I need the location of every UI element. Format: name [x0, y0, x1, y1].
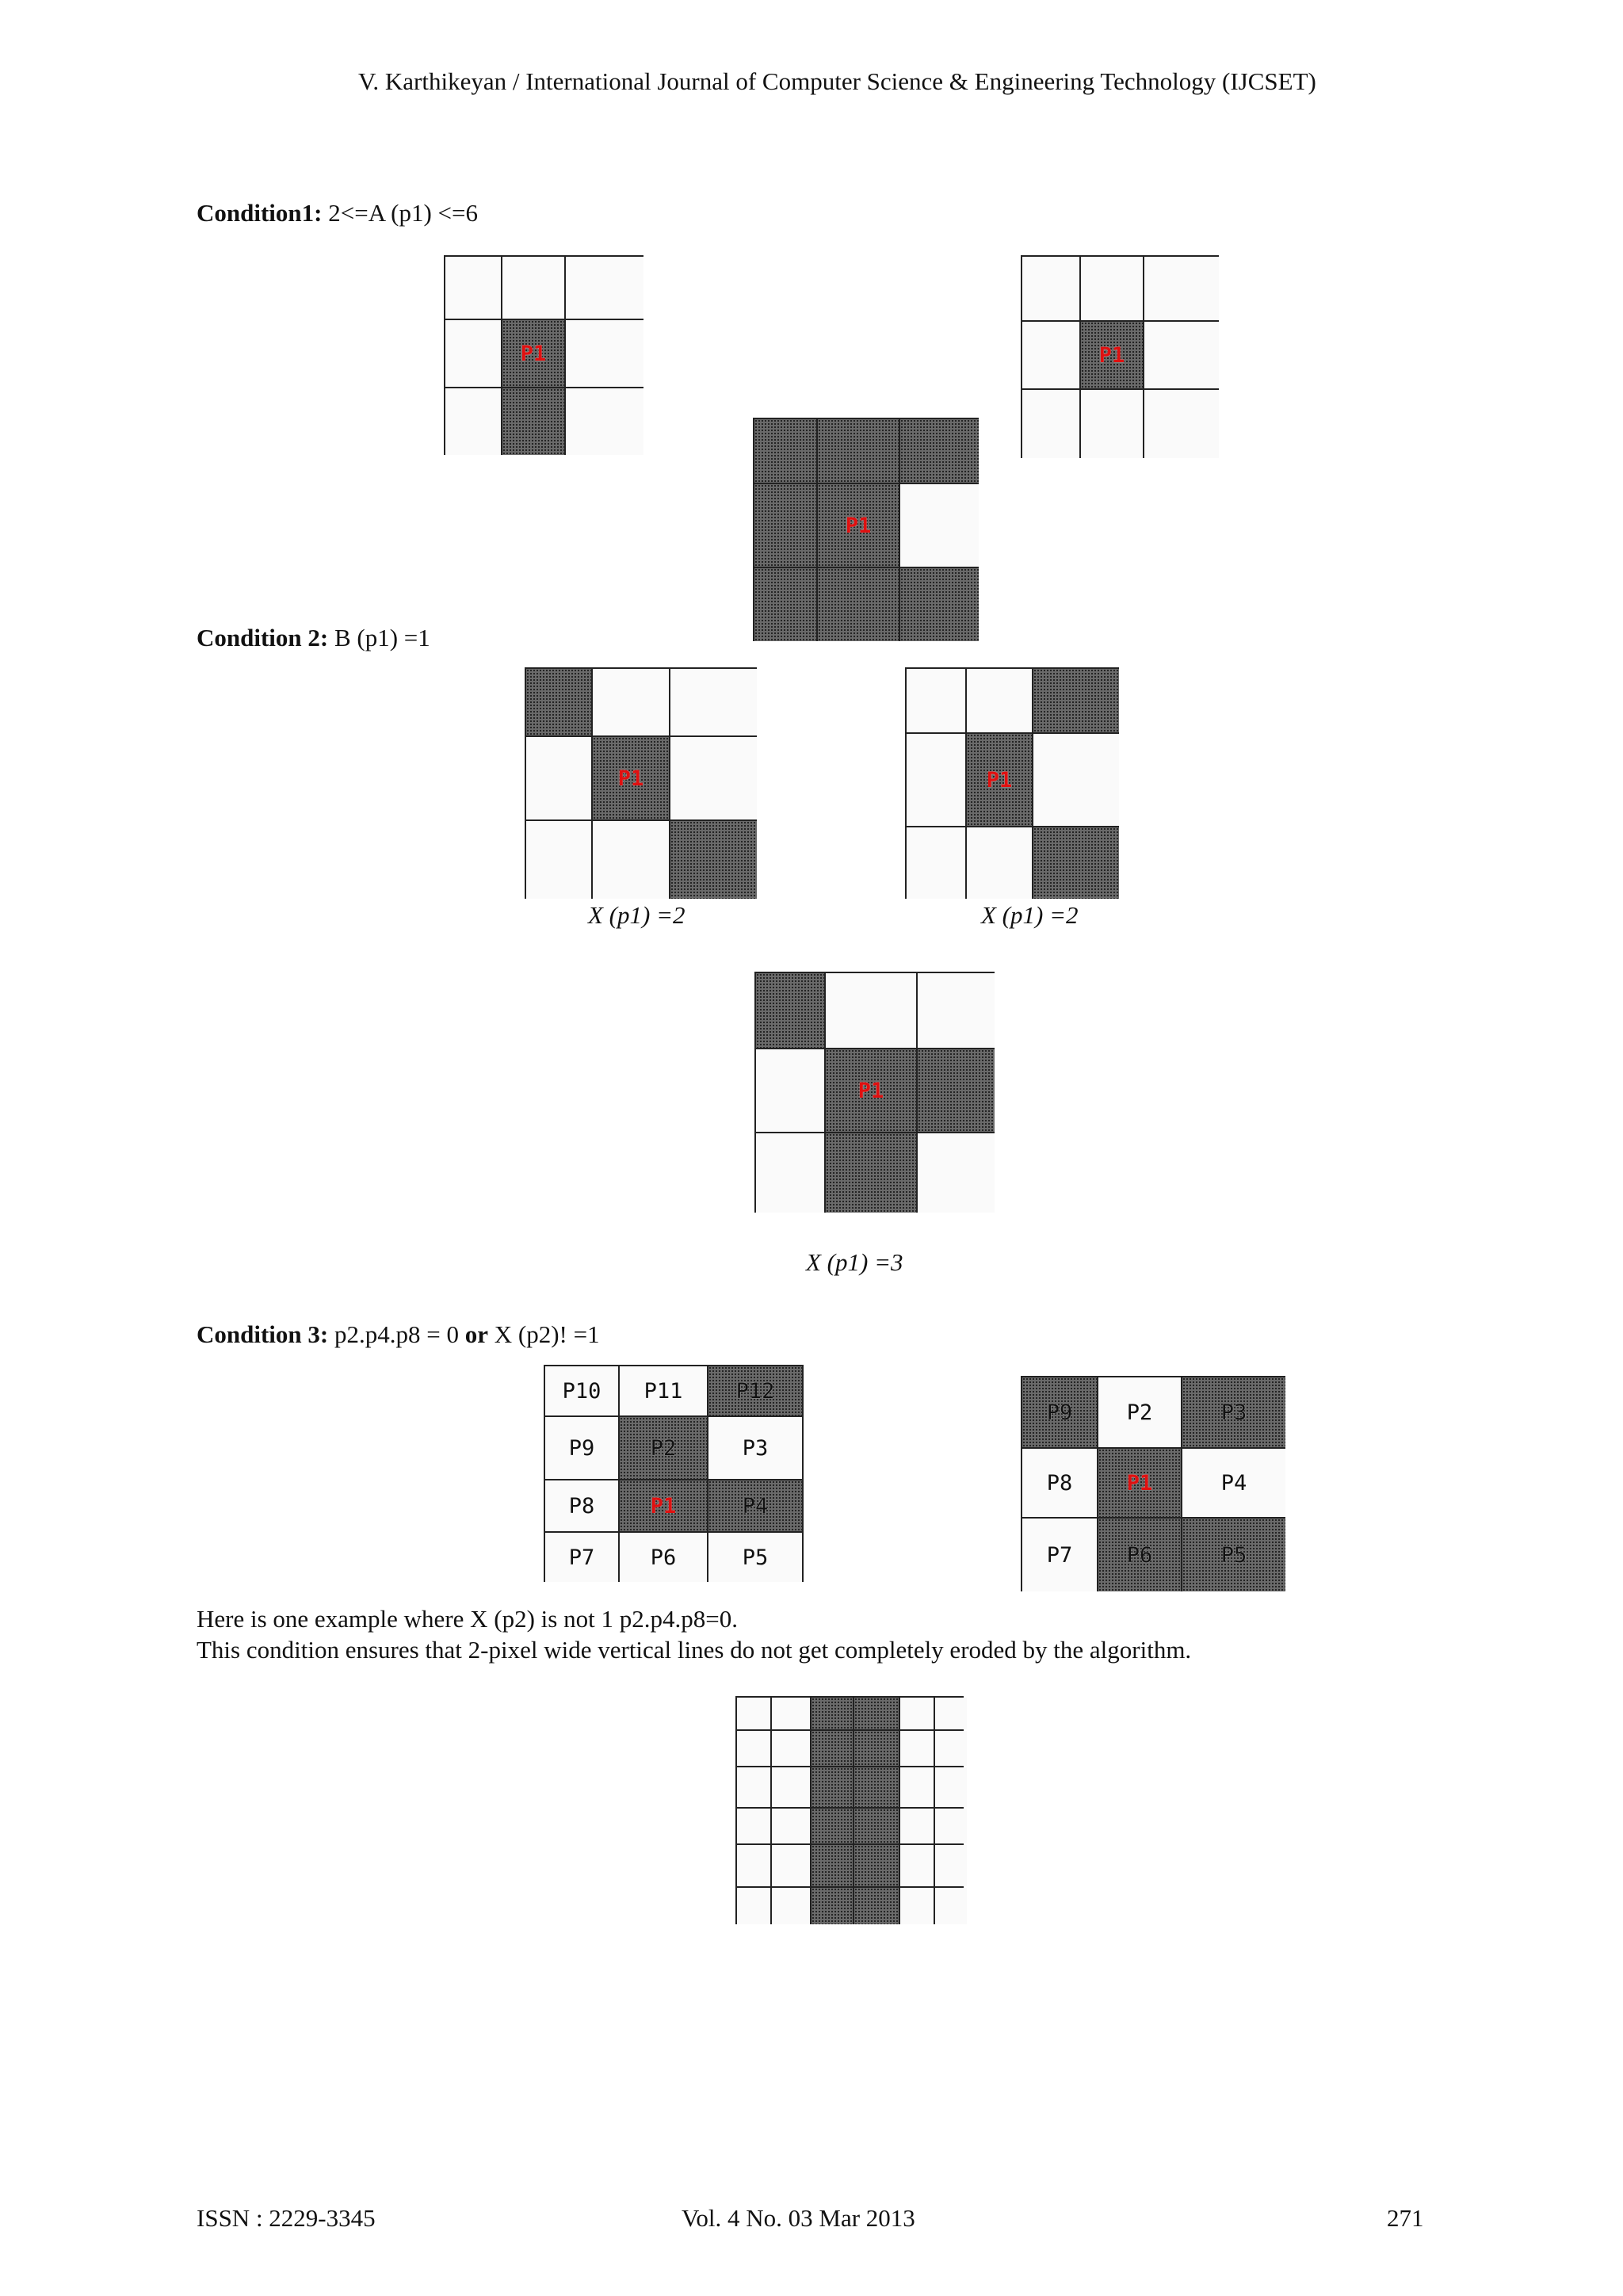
- pixel-cell-filled: [854, 1809, 899, 1843]
- pixel-label: P4: [1220, 1470, 1247, 1496]
- pixel-cell-filled: [812, 1888, 853, 1924]
- pixel-grid-c2-left: [525, 667, 757, 899]
- pixel-grid-c2-right: [905, 667, 1119, 899]
- pixel-label: P4: [742, 1493, 769, 1519]
- pixel-label: P1: [650, 1493, 677, 1519]
- pixel-cell-empty: [620, 1533, 707, 1582]
- pixel-cell-empty: [935, 1888, 967, 1924]
- caption-x3: X (p1) =3: [806, 1248, 903, 1276]
- pixel-cell-filled: [754, 568, 816, 641]
- pixel-cell-empty: [772, 1888, 810, 1924]
- pixel-label: P1: [617, 766, 644, 791]
- pixel-cell-empty: [445, 388, 501, 455]
- condition-3: [197, 1320, 600, 1350]
- pixel-cell-empty: [1022, 390, 1079, 458]
- pixel-cell-empty: [708, 1533, 802, 1582]
- pixel-cell-empty: [737, 1809, 770, 1843]
- pixel-cell-filled: [502, 320, 564, 387]
- example-line-2: This condition ensures that 2-pixel wide vertical lines do not get completely eroded by the algorithm.: [197, 1636, 1192, 1664]
- condition-3-text-a: p2.p4.p8 = 0: [334, 1320, 465, 1348]
- pixel-grid-c1-left: [444, 255, 643, 455]
- condition-2: [197, 623, 430, 653]
- vertical-line-grid: [735, 1696, 964, 1924]
- pixel-label: P10: [562, 1378, 601, 1404]
- pixel-cell-filled: [754, 484, 816, 567]
- pixel-cell-empty: [907, 734, 965, 826]
- pixel-label: P1: [520, 341, 547, 366]
- pixel-cell-empty: [545, 1533, 618, 1582]
- pixel-cell-empty: [918, 1133, 995, 1213]
- pixel-label: P7: [1046, 1542, 1073, 1568]
- pixel-cell-empty: [737, 1731, 770, 1766]
- pixel-cell-empty: [907, 827, 965, 899]
- pixel-label: P3: [1220, 1400, 1247, 1425]
- pixel-cell-empty: [935, 1809, 967, 1843]
- caption-x2-left: X (p1) =2: [588, 901, 685, 929]
- pixel-cell-empty: [900, 1767, 934, 1807]
- pixel-cell-empty: [526, 821, 591, 899]
- pixel-cell-empty: [1081, 257, 1143, 320]
- pixel-cell-empty: [772, 1731, 810, 1766]
- pixel-label: P5: [742, 1545, 769, 1570]
- pixel-label: P12: [735, 1378, 775, 1404]
- pixel-cell-empty: [935, 1767, 967, 1807]
- pixel-cell-filled: [826, 1049, 916, 1132]
- pixel-cell-empty: [526, 737, 591, 819]
- pixel-label: P3: [742, 1435, 769, 1461]
- pixel-cell-empty: [737, 1845, 770, 1886]
- footer-volume: Vol. 4 No. 03 Mar 2013: [682, 2204, 915, 2232]
- pixel-cell-empty: [545, 1366, 618, 1415]
- pixel-cell-empty: [907, 669, 965, 732]
- pixel-cell-empty: [772, 1767, 810, 1807]
- example-line-1: Here is one example where X (p2) is not 1 p2.p4.p8=0.: [197, 1605, 738, 1633]
- pixel-cell-filled: [900, 568, 979, 641]
- pixel-cell-empty: [756, 1049, 824, 1132]
- pixel-cell-empty: [772, 1845, 810, 1886]
- pixel-label: P6: [650, 1545, 677, 1570]
- pixel-cell-empty: [1144, 390, 1219, 458]
- condition-3-text-b: X (p2)! =1: [487, 1320, 600, 1348]
- pixel-cell-empty: [593, 821, 669, 899]
- pixel-cell-filled: [818, 419, 899, 483]
- pixel-cell-filled: [756, 973, 824, 1048]
- pixel-cell-filled: [812, 1767, 853, 1807]
- pixel-label: P9: [568, 1435, 595, 1461]
- pixel-grid-c1-center: [753, 418, 979, 641]
- pixel-grid-c1-right: [1021, 255, 1219, 458]
- footer-page-number: 271: [1387, 2204, 1424, 2232]
- pixel-cell-empty: [737, 1767, 770, 1807]
- pixel-label: P1: [857, 1078, 884, 1103]
- pixel-cell-filled: [1033, 827, 1119, 899]
- pixel-cell-filled: [670, 821, 757, 899]
- pixel-cell-filled: [818, 484, 899, 567]
- pixel-cell-filled: [1098, 1519, 1181, 1591]
- pixel-cell-filled: [1033, 669, 1119, 732]
- pixel-cell-empty: [935, 1698, 967, 1729]
- pixel-cell-filled: [1182, 1519, 1285, 1591]
- pixel-cell-empty: [900, 484, 979, 567]
- pixel-cell-filled: [620, 1480, 707, 1531]
- pixel-cell-empty: [1182, 1449, 1285, 1517]
- pixel-label: P2: [650, 1435, 677, 1461]
- pixel-cell-empty: [1022, 1519, 1097, 1591]
- condition-1-text: 2<=A (p1) <=6: [328, 199, 478, 227]
- pixel-cell-filled: [708, 1480, 802, 1531]
- labeled-grid-a: [544, 1365, 804, 1582]
- pixel-cell-filled: [593, 737, 669, 819]
- footer-issn: ISSN : 2229-3345: [197, 2204, 376, 2232]
- pixel-cell-filled: [812, 1698, 853, 1729]
- pixel-cell-empty: [772, 1809, 810, 1843]
- pixel-cell-empty: [566, 320, 643, 387]
- pixel-grid-c2-center: [754, 972, 995, 1213]
- pixel-cell-filled: [708, 1366, 802, 1415]
- pixel-cell-empty: [967, 669, 1032, 732]
- pixel-label: P1: [1098, 342, 1125, 368]
- condition-2-label: Condition 2:: [197, 624, 329, 651]
- pixel-cell-filled: [818, 568, 899, 641]
- pixel-cell-filled: [502, 388, 564, 455]
- pixel-cell-empty: [708, 1417, 802, 1479]
- pixel-cell-empty: [900, 1888, 934, 1924]
- pixel-cell-empty: [772, 1698, 810, 1729]
- pixel-cell-filled: [812, 1731, 853, 1766]
- pixel-cell-empty: [1022, 322, 1079, 388]
- pixel-cell-empty: [935, 1731, 967, 1766]
- pixel-label: P11: [643, 1378, 683, 1404]
- pixel-cell-empty: [445, 257, 501, 319]
- pixel-cell-filled: [900, 419, 979, 483]
- pixel-cell-empty: [502, 257, 564, 319]
- condition-3-label: Condition 3:: [197, 1320, 329, 1348]
- caption-x2-right: X (p1) =2: [981, 901, 1079, 929]
- pixel-cell-empty: [1144, 322, 1219, 388]
- pixel-cell-filled: [854, 1888, 899, 1924]
- condition-1-label: Condition1:: [197, 199, 323, 227]
- condition-1: [197, 198, 478, 228]
- pixel-cell-empty: [935, 1845, 967, 1886]
- pixel-cell-filled: [826, 1133, 916, 1213]
- pixel-label: P7: [568, 1545, 595, 1570]
- pixel-cell-empty: [593, 669, 669, 735]
- pixel-cell-empty: [737, 1888, 770, 1924]
- pixel-cell-empty: [900, 1698, 934, 1729]
- pixel-cell-empty: [620, 1366, 707, 1415]
- pixel-cell-filled: [854, 1845, 899, 1886]
- pixel-cell-empty: [1144, 257, 1219, 320]
- pixel-cell-empty: [670, 737, 757, 819]
- pixel-cell-empty: [1081, 390, 1143, 458]
- pixel-cell-filled: [854, 1767, 899, 1807]
- pixel-cell-empty: [756, 1133, 824, 1213]
- pixel-cell-filled: [1081, 322, 1143, 388]
- pixel-cell-empty: [826, 973, 916, 1048]
- pixel-cell-empty: [566, 257, 643, 319]
- pixel-label: P8: [568, 1493, 595, 1519]
- pixel-cell-empty: [918, 973, 995, 1048]
- pixel-cell-empty: [670, 669, 757, 735]
- pixel-cell-filled: [967, 734, 1032, 826]
- pixel-cell-empty: [1022, 257, 1079, 320]
- pixel-cell-empty: [1033, 734, 1119, 826]
- pixel-cell-empty: [900, 1809, 934, 1843]
- pixel-cell-empty: [900, 1731, 934, 1766]
- pixel-label: P8: [1046, 1470, 1073, 1496]
- pixel-label: P9: [1046, 1400, 1073, 1425]
- pixel-cell-filled: [854, 1731, 899, 1766]
- pixel-cell-empty: [445, 320, 501, 387]
- pixel-label: P2: [1126, 1400, 1153, 1425]
- running-header: V. Karthikeyan / International Journal of Computer Science & Engineering Technology (IJCSET): [358, 67, 1316, 95]
- pixel-cell-empty: [1022, 1449, 1097, 1517]
- pixel-cell-filled: [1098, 1449, 1181, 1517]
- pixel-cell-filled: [526, 669, 591, 735]
- pixel-cell-filled: [754, 419, 816, 483]
- pixel-label: P1: [986, 767, 1013, 793]
- condition-2-text: B (p1) =1: [334, 624, 430, 651]
- labeled-grid-b: [1021, 1376, 1285, 1591]
- pixel-cell-filled: [812, 1845, 853, 1886]
- pixel-cell-filled: [918, 1049, 995, 1132]
- pixel-cell-filled: [1022, 1377, 1097, 1447]
- pixel-cell-empty: [900, 1845, 934, 1886]
- pixel-cell-empty: [1098, 1377, 1181, 1447]
- pixel-cell-empty: [566, 388, 643, 455]
- pixel-cell-filled: [1182, 1377, 1285, 1447]
- pixel-cell-empty: [545, 1480, 618, 1531]
- pixel-label: P1: [1126, 1470, 1153, 1496]
- pixel-label: P1: [845, 513, 872, 538]
- condition-3-or: or: [464, 1320, 488, 1348]
- pixel-label: P6: [1126, 1542, 1153, 1568]
- pixel-cell-filled: [854, 1698, 899, 1729]
- pixel-cell-empty: [967, 827, 1032, 899]
- pixel-cell-filled: [812, 1809, 853, 1843]
- pixel-cell-filled: [620, 1417, 707, 1479]
- pixel-cell-empty: [545, 1417, 618, 1479]
- pixel-label: P5: [1220, 1542, 1247, 1568]
- pixel-cell-empty: [737, 1698, 770, 1729]
